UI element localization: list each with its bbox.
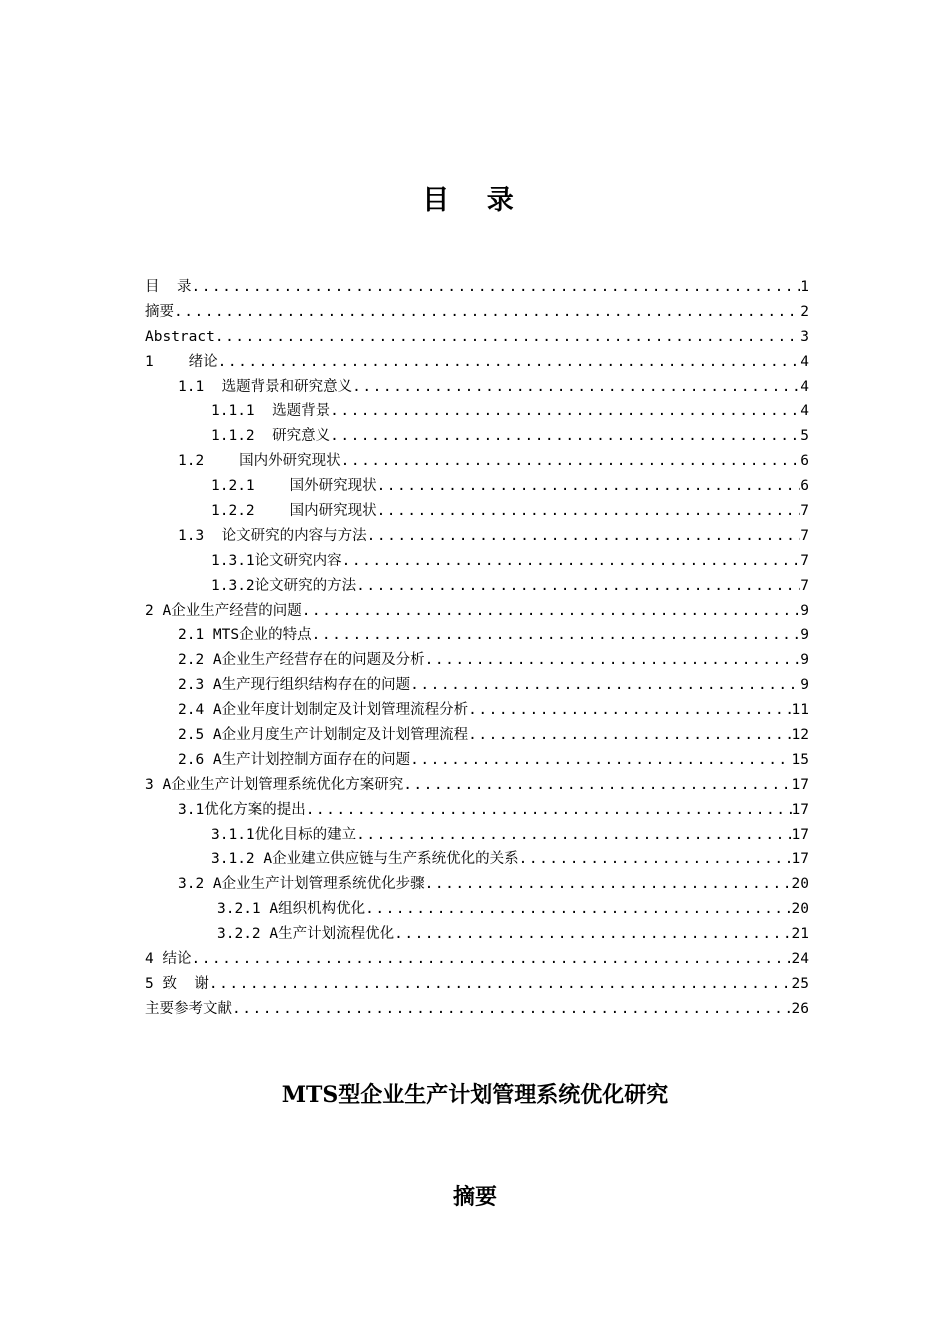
toc-entry[interactable] [145,972,809,997]
toc-entry-page-number: 25 [791,975,809,992]
table-of-contents [145,275,809,1022]
toc-leader-dots [410,673,800,698]
toc-entry-page-number: 7 [800,527,809,544]
toc-entry-label: 2.1 MTS企业的特点 [178,627,312,644]
toc-entry-page-number: 9 [800,602,809,619]
toc-entry-page-number: 21 [791,926,809,943]
toc-entry-page-number: 17 [791,826,809,843]
toc-entry-page-number: 9 [800,677,809,694]
toc-leader-dots [352,375,800,400]
toc-leader-dots [468,698,791,723]
toc-entry-label: 1.3.2论文研究的方法 [211,577,357,594]
toc-leader-dots [232,997,792,1022]
toc-leader-dots [191,275,800,300]
toc-entry-label: 2 A企业生产经营的问题 [145,602,302,619]
toc-entry-label: 3.1.2 A企业建立供应链与生产系统优化的关系 [211,851,519,868]
toc-entry[interactable] [145,922,809,947]
toc-leader-dots [191,947,791,972]
toc-leader-dots [302,599,801,624]
toc-entry[interactable] [145,648,809,673]
toc-entry-label: 1.2 国内外研究现状 [178,453,341,470]
toc-entry[interactable] [145,997,809,1022]
toc-leader-dots [174,300,800,325]
toc-entry[interactable] [145,524,809,549]
toc-entry-label: 3.1.1优化目标的建立 [211,826,357,843]
toc-entry[interactable] [145,424,809,449]
toc-leader-dots [312,623,801,648]
toc-leader-dots [367,524,801,549]
toc-entry[interactable] [145,499,809,524]
toc-leader-dots [377,499,801,524]
toc-entry-page-number: 3 [800,328,809,345]
toc-leader-dots [403,773,791,798]
toc-entry-page-number: 7 [800,577,809,594]
toc-entry-page-number: 9 [800,627,809,644]
toc-entry-page-number: 11 [791,702,809,719]
toc-leader-dots [377,474,801,499]
toc-entry[interactable] [145,947,809,972]
toc-entry[interactable] [145,574,809,599]
toc-entry-label: 3.2 A企业生产计划管理系统优化步骤 [178,876,425,893]
toc-entry[interactable] [145,847,809,872]
toc-entry-page-number: 20 [791,876,809,893]
toc-entry-page-number: 24 [791,951,809,968]
toc-entry-page-number: 2 [800,303,809,320]
toc-entry[interactable] [145,798,809,823]
toc-entry[interactable] [145,350,809,375]
toc-entry[interactable] [145,399,809,424]
toc-leader-dots [519,847,792,872]
toc-entry[interactable] [145,474,809,499]
toc-leader-dots [410,748,791,773]
toc-leader-dots [341,449,801,474]
toc-leader-dots [209,972,792,997]
toc-entry-page-number: 15 [791,751,809,768]
toc-entry[interactable] [145,823,809,848]
toc-entry-label: 2.5 A企业月度生产计划制定及计划管理流程 [178,727,469,744]
toc-entry-label: 1.2.1 国外研究现状 [211,478,377,495]
toc-entry-label: 1.3.1论文研究内容 [211,552,342,569]
toc-leader-dots [425,872,792,897]
toc-entry-page-number: 17 [791,851,809,868]
toc-entry-page-number: 20 [791,901,809,918]
toc-leader-dots [330,399,800,424]
toc-entry-label: 1.1 选题背景和研究意义 [178,378,353,395]
toc-entry-page-number: 9 [800,652,809,669]
toc-entry[interactable] [145,698,809,723]
toc-entry-page-number: 4 [800,378,809,395]
toc-entry[interactable] [145,599,809,624]
toc-entry-label: 2.4 A企业年度计划制定及计划管理流程分析 [178,702,469,719]
toc-entry-label: 2.3 A生产现行组织结构存在的问题 [178,677,411,694]
toc-entry-label: 1.3 论文研究的内容与方法 [178,527,367,544]
toc-entry[interactable] [145,773,809,798]
toc-leader-dots [306,798,792,823]
toc-entry-page-number: 17 [791,776,809,793]
toc-entry[interactable] [145,748,809,773]
toc-entry[interactable] [145,300,809,325]
toc-entry-label: 主要参考文献 [145,1000,232,1017]
toc-entry-page-number: 1 [800,279,809,295]
toc-entry[interactable] [145,673,809,698]
abstract-heading: 摘要 [452,1184,497,1210]
toc-entry-label: 2.6 A生产计划控制方面存在的问题 [178,751,411,768]
toc-entry-page-number: 7 [800,503,809,520]
toc-leader-dots [394,922,791,947]
toc-entry-page-number: 4 [800,353,809,370]
toc-entry-page-number: 12 [791,727,809,744]
toc-entry-label: 3 A企业生产计划管理系统优化方案研究 [145,776,404,793]
toc-leader-dots [468,723,791,748]
toc-entry-label: Abstract [145,328,215,345]
toc-entry-label: 1.1.2 研究意义 [211,428,331,445]
toc-entry-label: 目 录 [145,279,192,295]
toc-entry-page-number: 6 [800,478,809,495]
toc-entry-label: 3.2.1 A组织机构优化 [217,901,366,918]
toc-entry[interactable] [145,549,809,574]
toc-entry-label: 1.2.2 国内研究现状 [211,503,377,520]
toc-entry[interactable] [145,275,809,300]
toc-entry[interactable] [145,897,809,922]
toc-entry-page-number: 4 [800,403,809,420]
toc-entry-page-number: 5 [800,428,809,445]
toc-entry-page-number: 17 [791,801,809,818]
toc-entry[interactable] [145,449,809,474]
toc-leader-dots [330,424,800,449]
toc-entry-page-number: 7 [800,552,809,569]
toc-leader-dots [342,549,801,574]
toc-entry-label: 4 结论 [145,951,192,968]
toc-leader-dots [356,574,800,599]
toc-entry[interactable] [145,723,809,748]
toc-leader-dots [215,325,800,350]
toc-entry[interactable] [145,375,809,400]
toc-entry-page-number: 26 [791,1000,809,1017]
toc-entry[interactable] [145,325,809,350]
toc-leader-dots [425,648,801,673]
toc-entry-label: 摘要 [145,303,174,320]
toc-entry-label: 3.1优化方案的提出 [178,801,306,818]
toc-entry-label: 3.2.2 A生产计划流程优化 [217,926,395,943]
toc-entry[interactable] [145,872,809,897]
toc-entry-label: 2.2 A企业生产经营存在的问题及分析 [178,652,425,669]
toc-title: 目 录 [422,185,528,216]
toc-leader-dots [365,897,791,922]
toc-entry-label: 1.1.1 选题背景 [211,403,331,420]
toc-entry[interactable] [145,623,809,648]
toc-entry-label: 5 致 谢 [145,975,209,992]
toc-leader-dots [218,350,801,375]
document-title: MTS型企业生产计划管理系统优化研究 [281,1082,669,1108]
toc-entry-page-number: 6 [800,453,809,470]
toc-entry-label: 1 绪论 [145,353,218,370]
toc-leader-dots [356,823,791,848]
